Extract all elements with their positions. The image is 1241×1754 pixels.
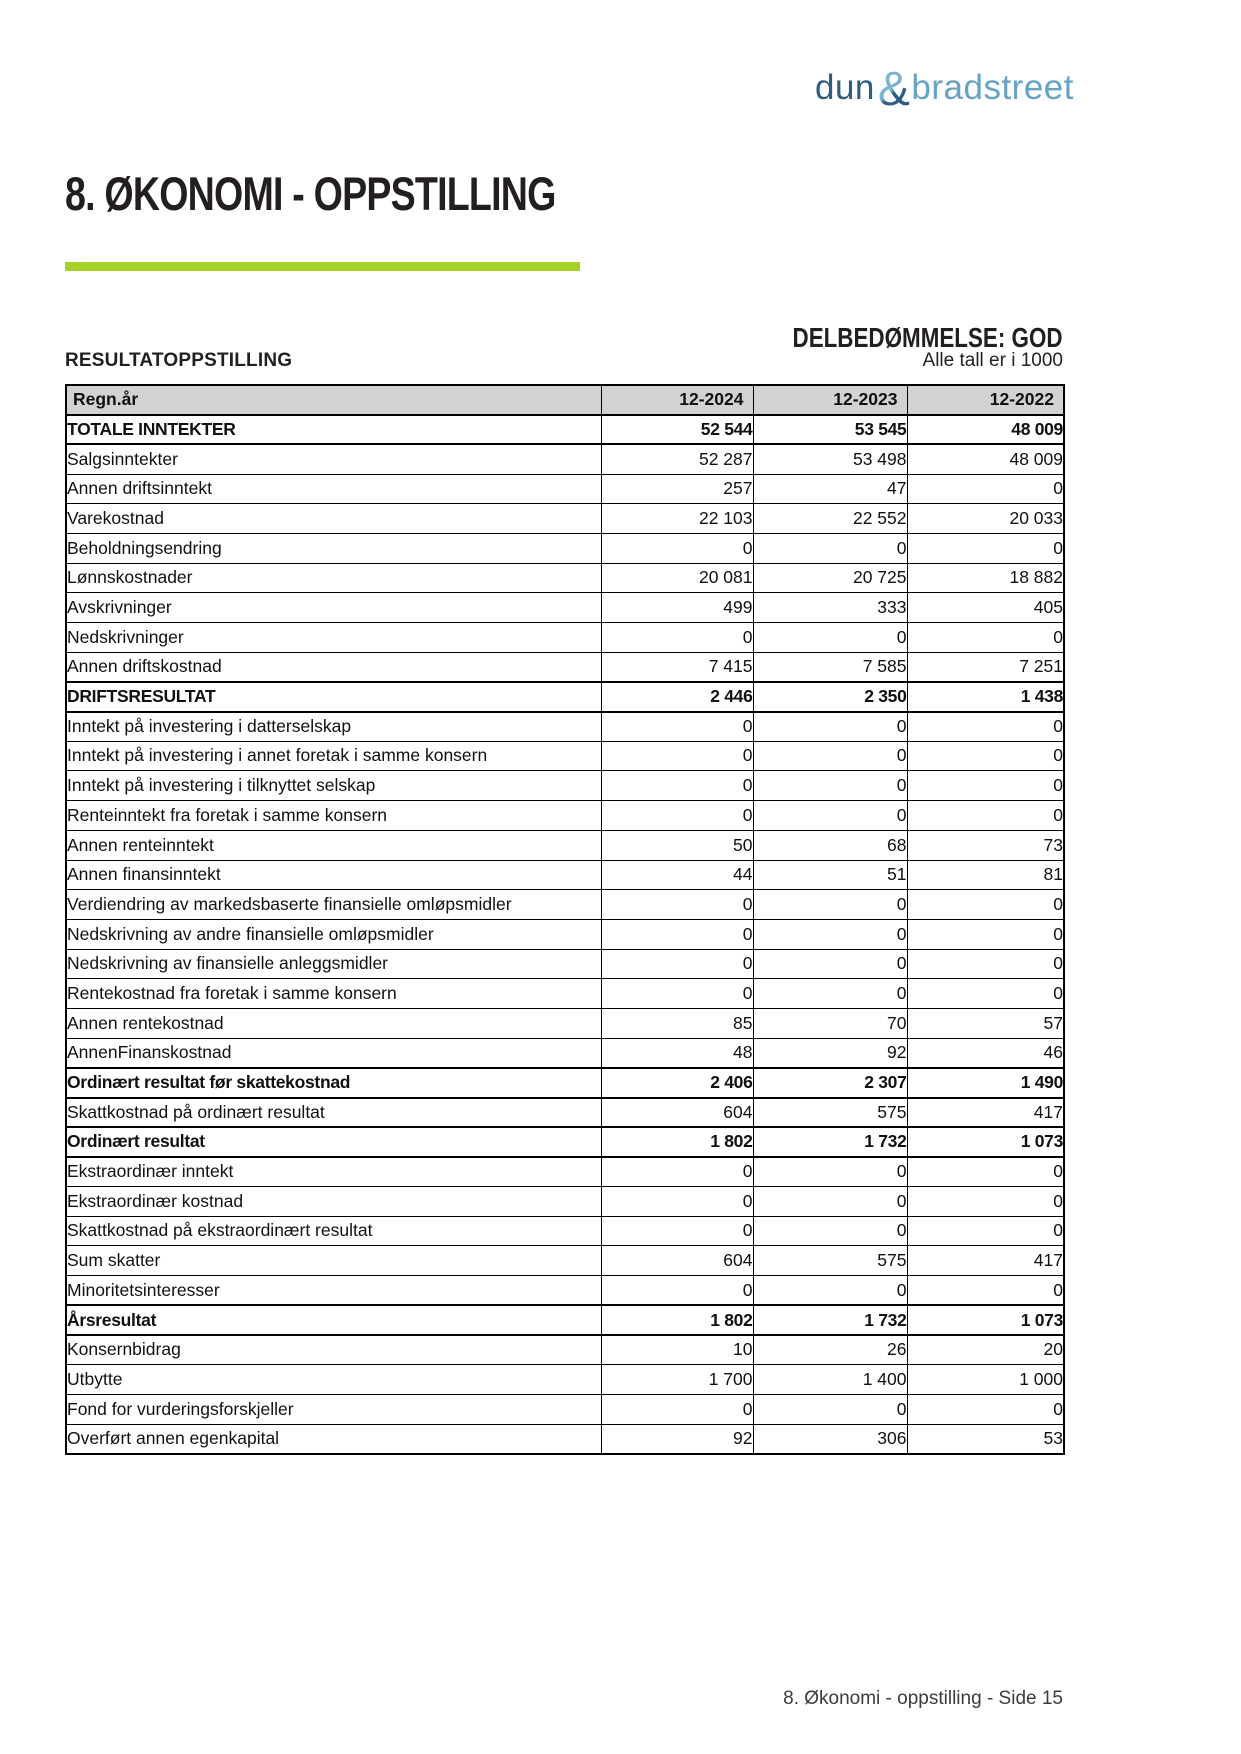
table-caption-row bbox=[65, 350, 1063, 372]
value-cell: 0 bbox=[907, 771, 1064, 801]
value-cell: 52 544 bbox=[601, 415, 753, 445]
table-row bbox=[66, 593, 1064, 623]
value-cell: 1 802 bbox=[601, 1127, 753, 1157]
value-cell: 0 bbox=[601, 1276, 753, 1306]
row-label: Annen driftskostnad bbox=[66, 652, 601, 682]
value-cell: 0 bbox=[601, 1216, 753, 1246]
table-body bbox=[66, 415, 1064, 1454]
value-cell: 46 bbox=[907, 1038, 1064, 1068]
table-row bbox=[66, 1216, 1064, 1246]
row-label: Inntekt på investering i tilknyttet selskap bbox=[66, 771, 601, 801]
value-cell: 0 bbox=[601, 533, 753, 563]
value-cell: 2 350 bbox=[753, 682, 907, 712]
value-cell: 47 bbox=[753, 474, 907, 504]
row-label: Konsernbidrag bbox=[66, 1335, 601, 1365]
value-cell: 73 bbox=[907, 830, 1064, 860]
value-cell: 1 073 bbox=[907, 1127, 1064, 1157]
value-cell: 0 bbox=[907, 712, 1064, 742]
value-cell: 0 bbox=[907, 919, 1064, 949]
table-row bbox=[66, 415, 1064, 445]
row-label: Nedskrivning av andre finansielle omløpsmidler bbox=[66, 919, 601, 949]
value-cell: 0 bbox=[753, 1157, 907, 1187]
value-cell: 0 bbox=[601, 1187, 753, 1217]
row-label: Skattkostnad på ekstraordinært resultat bbox=[66, 1216, 601, 1246]
value-cell: 0 bbox=[601, 771, 753, 801]
row-label: Utbytte bbox=[66, 1365, 601, 1395]
value-cell: 7 251 bbox=[907, 652, 1064, 682]
value-cell: 68 bbox=[753, 830, 907, 860]
value-cell: 0 bbox=[907, 474, 1064, 504]
row-label: Inntekt på investering i annet foretak i samme konsern bbox=[66, 741, 601, 771]
column-header-2024: 12-2024 bbox=[601, 385, 753, 415]
value-cell: 333 bbox=[753, 593, 907, 623]
table-row bbox=[66, 623, 1064, 653]
value-cell: 0 bbox=[753, 623, 907, 653]
value-cell: 2 307 bbox=[753, 1068, 907, 1098]
row-label: Renteinntekt fra foretak i samme konsern bbox=[66, 801, 601, 831]
row-label: Ekstraordinær inntekt bbox=[66, 1157, 601, 1187]
row-label: Salgsinntekter bbox=[66, 444, 601, 474]
value-cell: 1 490 bbox=[907, 1068, 1064, 1098]
row-label: Lønnskostnader bbox=[66, 563, 601, 593]
value-cell: 0 bbox=[907, 1216, 1064, 1246]
table-row bbox=[66, 741, 1064, 771]
value-cell: 57 bbox=[907, 1008, 1064, 1038]
row-label: Fond for vurderingsforskjeller bbox=[66, 1394, 601, 1424]
row-label: Ordinært resultat bbox=[66, 1127, 601, 1157]
value-cell: 51 bbox=[753, 860, 907, 890]
table-row bbox=[66, 1187, 1064, 1217]
value-cell: 1 732 bbox=[753, 1127, 907, 1157]
row-label: AnnenFinanskostnad bbox=[66, 1038, 601, 1068]
value-cell: 22 103 bbox=[601, 504, 753, 534]
row-label: Minoritetsinteresser bbox=[66, 1276, 601, 1306]
value-cell: 1 802 bbox=[601, 1305, 753, 1335]
value-cell: 1 400 bbox=[753, 1365, 907, 1395]
value-cell: 81 bbox=[907, 860, 1064, 890]
row-label: Varekostnad bbox=[66, 504, 601, 534]
value-cell: 0 bbox=[601, 623, 753, 653]
value-cell: 0 bbox=[753, 919, 907, 949]
table-row bbox=[66, 1424, 1064, 1454]
value-cell: 417 bbox=[907, 1246, 1064, 1276]
value-cell: 1 438 bbox=[907, 682, 1064, 712]
value-cell: 53 545 bbox=[753, 415, 907, 445]
value-cell: 20 081 bbox=[601, 563, 753, 593]
row-label: TOTALE INNTEKTER bbox=[66, 415, 601, 445]
value-cell: 0 bbox=[753, 1276, 907, 1306]
value-cell: 0 bbox=[601, 919, 753, 949]
table-row bbox=[66, 949, 1064, 979]
value-cell: 0 bbox=[907, 741, 1064, 771]
income-statement-table bbox=[65, 384, 1065, 1455]
value-cell: 0 bbox=[753, 1187, 907, 1217]
value-cell: 1 000 bbox=[907, 1365, 1064, 1395]
logo-text-bradstreet: bradstreet bbox=[911, 68, 1074, 107]
value-cell: 44 bbox=[601, 860, 753, 890]
value-cell: 26 bbox=[753, 1335, 907, 1365]
value-cell: 20 bbox=[907, 1335, 1064, 1365]
value-cell: 575 bbox=[753, 1098, 907, 1128]
table-row bbox=[66, 1335, 1064, 1365]
header-row bbox=[66, 385, 1064, 415]
value-cell: 0 bbox=[907, 801, 1064, 831]
value-cell: 0 bbox=[601, 979, 753, 1009]
row-label: Inntekt på investering i datterselskap bbox=[66, 712, 601, 742]
value-cell: 0 bbox=[601, 1157, 753, 1187]
table-row bbox=[66, 444, 1064, 474]
value-cell: 0 bbox=[601, 949, 753, 979]
value-cell: 0 bbox=[753, 801, 907, 831]
units-note: Alle tall er i 1000 bbox=[922, 350, 1063, 371]
row-label: Avskrivninger bbox=[66, 593, 601, 623]
table-row bbox=[66, 860, 1064, 890]
row-label: Nedskrivning av finansielle anleggsmidler bbox=[66, 949, 601, 979]
value-cell: 0 bbox=[753, 533, 907, 563]
value-cell: 0 bbox=[601, 1394, 753, 1424]
value-cell: 92 bbox=[753, 1038, 907, 1068]
value-cell: 0 bbox=[907, 890, 1064, 920]
table-row bbox=[66, 1098, 1064, 1128]
value-cell: 0 bbox=[907, 979, 1064, 1009]
value-cell: 18 882 bbox=[907, 563, 1064, 593]
logo-text-dun: dun bbox=[814, 68, 875, 107]
row-label: Nedskrivninger bbox=[66, 623, 601, 653]
dun-bradstreet-logo bbox=[814, 63, 1074, 116]
value-cell: 306 bbox=[753, 1424, 907, 1454]
table-row bbox=[66, 1394, 1064, 1424]
value-cell: 20 725 bbox=[753, 563, 907, 593]
ampersand-icon: & bbox=[877, 63, 911, 116]
row-label: Beholdningsendring bbox=[66, 533, 601, 563]
row-label: Verdiendring av markedsbaserte finansielle omløpsmidler bbox=[66, 890, 601, 920]
table-row bbox=[66, 890, 1064, 920]
table-row bbox=[66, 1365, 1064, 1395]
row-label: Ordinært resultat før skattekostnad bbox=[66, 1068, 601, 1098]
column-header-2023: 12-2023 bbox=[753, 385, 907, 415]
value-cell: 50 bbox=[601, 830, 753, 860]
value-cell: 7 585 bbox=[753, 652, 907, 682]
table-row bbox=[66, 1157, 1064, 1187]
row-label: Skattkostnad på ordinært resultat bbox=[66, 1098, 601, 1128]
value-cell: 0 bbox=[907, 623, 1064, 653]
table-row bbox=[66, 1008, 1064, 1038]
value-cell: 0 bbox=[753, 949, 907, 979]
value-cell: 0 bbox=[753, 1394, 907, 1424]
row-label: Annen rentekostnad bbox=[66, 1008, 601, 1038]
table-row bbox=[66, 1276, 1064, 1306]
value-cell: 604 bbox=[601, 1246, 753, 1276]
table-row bbox=[66, 1068, 1064, 1098]
row-label: Overført annen egenkapital bbox=[66, 1424, 601, 1454]
value-cell: 20 033 bbox=[907, 504, 1064, 534]
value-cell: 48 bbox=[601, 1038, 753, 1068]
value-cell: 0 bbox=[907, 1187, 1064, 1217]
value-cell: 7 415 bbox=[601, 652, 753, 682]
row-label: Annen driftsinntekt bbox=[66, 474, 601, 504]
value-cell: 0 bbox=[601, 801, 753, 831]
table-row bbox=[66, 533, 1064, 563]
table-row bbox=[66, 474, 1064, 504]
table-row bbox=[66, 830, 1064, 860]
table-row bbox=[66, 563, 1064, 593]
table-row bbox=[66, 1246, 1064, 1276]
row-label: Annen renteinntekt bbox=[66, 830, 601, 860]
table-row bbox=[66, 1127, 1064, 1157]
table-row bbox=[66, 919, 1064, 949]
value-cell: 0 bbox=[601, 741, 753, 771]
value-cell: 92 bbox=[601, 1424, 753, 1454]
row-label: Årsresultat bbox=[66, 1305, 601, 1335]
value-cell: 0 bbox=[753, 1216, 907, 1246]
table-row bbox=[66, 652, 1064, 682]
column-header-2022: 12-2022 bbox=[907, 385, 1064, 415]
value-cell: 48 009 bbox=[907, 415, 1064, 445]
value-cell: 0 bbox=[753, 712, 907, 742]
value-cell: 405 bbox=[907, 593, 1064, 623]
page-footer: 8. Økonomi - oppstilling - Side 15 bbox=[783, 1688, 1063, 1709]
value-cell: 499 bbox=[601, 593, 753, 623]
value-cell: 575 bbox=[753, 1246, 907, 1276]
section-label: RESULTATOPPSTILLING bbox=[65, 350, 293, 371]
value-cell: 85 bbox=[601, 1008, 753, 1038]
value-cell: 22 552 bbox=[753, 504, 907, 534]
value-cell: 1 732 bbox=[753, 1305, 907, 1335]
table-row bbox=[66, 801, 1064, 831]
row-label: Sum skatter bbox=[66, 1246, 601, 1276]
value-cell: 0 bbox=[907, 1394, 1064, 1424]
assessment-heading: DELBEDØMMELSE: GOD bbox=[792, 322, 1063, 353]
value-cell: 0 bbox=[601, 890, 753, 920]
value-cell: 53 498 bbox=[753, 444, 907, 474]
table-row bbox=[66, 1305, 1064, 1335]
table-row bbox=[66, 979, 1064, 1009]
row-label: DRIFTSRESULTAT bbox=[66, 682, 601, 712]
value-cell: 0 bbox=[907, 949, 1064, 979]
table-row bbox=[66, 504, 1064, 534]
value-cell: 0 bbox=[907, 533, 1064, 563]
value-cell: 257 bbox=[601, 474, 753, 504]
value-cell: 53 bbox=[907, 1424, 1064, 1454]
row-label: Annen finansinntekt bbox=[66, 860, 601, 890]
table-row bbox=[66, 771, 1064, 801]
value-cell: 0 bbox=[907, 1276, 1064, 1306]
value-cell: 0 bbox=[753, 741, 907, 771]
value-cell: 1 700 bbox=[601, 1365, 753, 1395]
table-row bbox=[66, 712, 1064, 742]
value-cell: 604 bbox=[601, 1098, 753, 1128]
row-label: Ekstraordinær kostnad bbox=[66, 1187, 601, 1217]
value-cell: 0 bbox=[753, 890, 907, 920]
table-row bbox=[66, 1038, 1064, 1068]
value-cell: 2 446 bbox=[601, 682, 753, 712]
value-cell: 1 073 bbox=[907, 1305, 1064, 1335]
value-cell: 10 bbox=[601, 1335, 753, 1365]
title-accent-bar bbox=[65, 262, 580, 271]
value-cell: 2 406 bbox=[601, 1068, 753, 1098]
value-cell: 417 bbox=[907, 1098, 1064, 1128]
value-cell: 0 bbox=[753, 979, 907, 1009]
value-cell: 0 bbox=[601, 712, 753, 742]
table-header bbox=[66, 385, 1064, 415]
table-row bbox=[66, 682, 1064, 712]
value-cell: 48 009 bbox=[907, 444, 1064, 474]
value-cell: 0 bbox=[907, 1157, 1064, 1187]
value-cell: 0 bbox=[753, 771, 907, 801]
value-cell: 52 287 bbox=[601, 444, 753, 474]
column-header-regnaar: Regn.år bbox=[66, 385, 601, 415]
page-title: 8. ØKONOMI - OPPSTILLING bbox=[65, 167, 556, 220]
row-label: Rentekostnad fra foretak i samme konsern bbox=[66, 979, 601, 1009]
value-cell: 70 bbox=[753, 1008, 907, 1038]
